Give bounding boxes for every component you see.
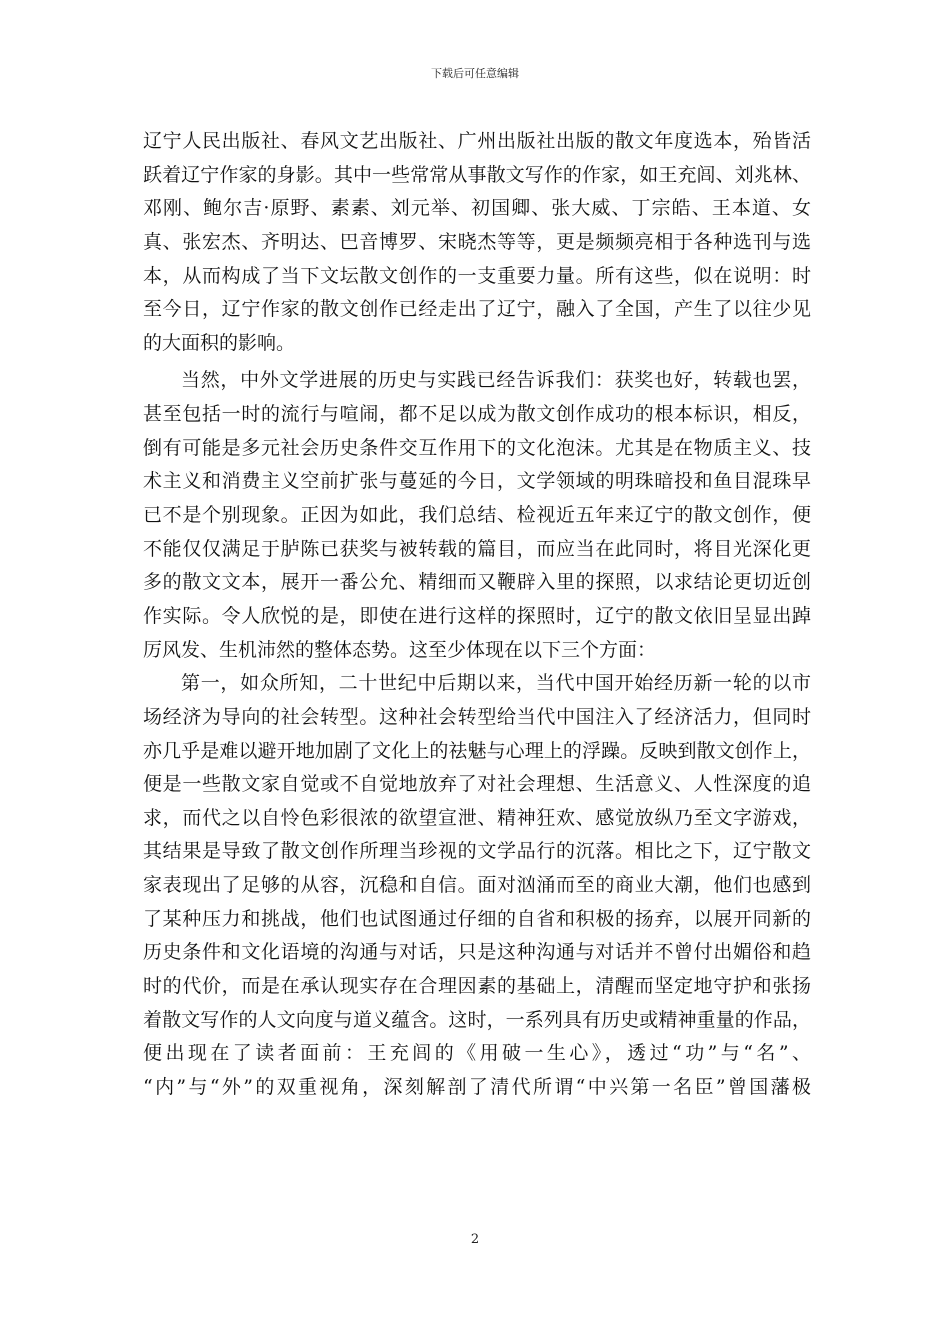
text-line: 至今日，辽宁作家的散文创作已经走出了辽宁，融入了全国，产生了以往少见 [143, 298, 811, 321]
text-line: 家表现出了足够的从容，沉稳和自信。面对汹涌而至的商业大潮，他们也感到 [143, 874, 811, 897]
text-line: 便是一些散文家自觉或不自觉地放弃了对社会理想、生活意义、人性深度的追 [143, 773, 811, 796]
text-line: 历史条件和文化语境的沟通与对话，只是这种沟通与对话并不曾付出媚俗和趋 [143, 941, 811, 964]
text-line: 着散文写作的人文向度与道义蕴含。这时，一系列具有历史或精神重量的作品， [143, 1008, 811, 1031]
paragraph [143, 126, 811, 361]
paragraph [143, 668, 811, 1105]
text-line: 术主义和消费主义空前扩张与蔓延的今日，文学领域的明珠暗投和鱼目混珠早 [143, 470, 811, 493]
text-line: 倒有可能是多元社会历史条件交互作用下的文化泡沫。尤其是在物质主义、技 [143, 436, 811, 459]
paragraph [143, 365, 811, 668]
text-line: 跃着辽宁作家的身影。其中一些常常从事散文写作的作家，如王充闾、刘兆林、 [143, 163, 811, 186]
text-line: 求，而代之以自怜色彩很浓的欲望宣泄、精神狂欢、感觉放纵乃至文字游戏， [143, 806, 811, 829]
text-line: 不能仅仅满足于胪陈已获奖与被转载的篇目，而应当在此同时，将目光深化更 [143, 537, 811, 560]
body-text [143, 126, 811, 1106]
text-line: 当然，中外文学进展的历史与实践已经告诉我们：获奖也好，转载也罢， [181, 369, 811, 392]
text-line: 本，从而构成了当下文坛散文创作的一支重要力量。所有这些，似在说明：时 [143, 264, 811, 287]
text-line: 场经济为导向的社会转型。这种社会转型给当代中国注入了经济活力，但同时 [143, 705, 811, 728]
text-line: 了某种压力和挑战，他们也试图通过仔细的自省和积极的扬弃，以展开同新的 [143, 907, 811, 930]
text-line: “内”与“外”的双重视角，深刻解剖了清代所谓“中兴第一名臣”曾国藩极 [143, 1075, 811, 1098]
text-line: 厉风发、生机沛然的整体态势。这至少体现在以下三个方面： [143, 638, 657, 661]
text-line: 亦几乎是难以避开地加剧了文化上的祛魅与心理上的浮躁。反映到散文创作上， [143, 739, 811, 762]
page-number: 2 [470, 1232, 480, 1247]
text-line: 第一，如众所知，二十世纪中后期以来，当代中国开始经历新一轮的以市 [181, 672, 811, 695]
text-line: 便出现在了读者面前：王充闾的《用破一生心》，透过“功”与“名”、 [143, 1042, 811, 1065]
text-line: 其结果是导致了散文创作所理当珍视的文学品行的沉落。相比之下，辽宁散文 [143, 840, 811, 863]
text-line: 真、张宏杰、齐明达、巴音博罗、宋晓杰等等，更是频频亮相于各种选刊与选 [143, 230, 811, 253]
text-line: 多的散文文本，展开一番公允、精细而又鞭辟入里的探照，以求结论更切近创 [143, 571, 811, 594]
text-line: 时的代价，而是在承认现实存在合理因素的基础上，清醒而坚定地守护和张扬 [143, 975, 811, 998]
text-line: 的大面积的影响。 [143, 331, 296, 354]
text-line: 邓刚、鲍尔吉·原野、素素、刘元举、初国卿、张大威、丁宗皓、王本道、女 [143, 197, 811, 220]
text-line: 辽宁人民出版社、春风文艺出版社、广州出版社出版的散文年度选本，殆皆活 [143, 130, 811, 152]
text-line: 已不是个别现象。正因为如此，我们总结、检视近五年来辽宁的散文创作，便 [143, 504, 811, 527]
text-line: 甚至包括一时的流行与喧闹，都不足以成为散文创作成功的根本标识，相反， [143, 403, 811, 426]
text-line: 作实际。令人欣悦的是，即使在进行这样的探照时，辽宁的散文依旧呈显出踔 [143, 604, 811, 627]
page-header: 下载后可任意编辑 [431, 67, 519, 80]
